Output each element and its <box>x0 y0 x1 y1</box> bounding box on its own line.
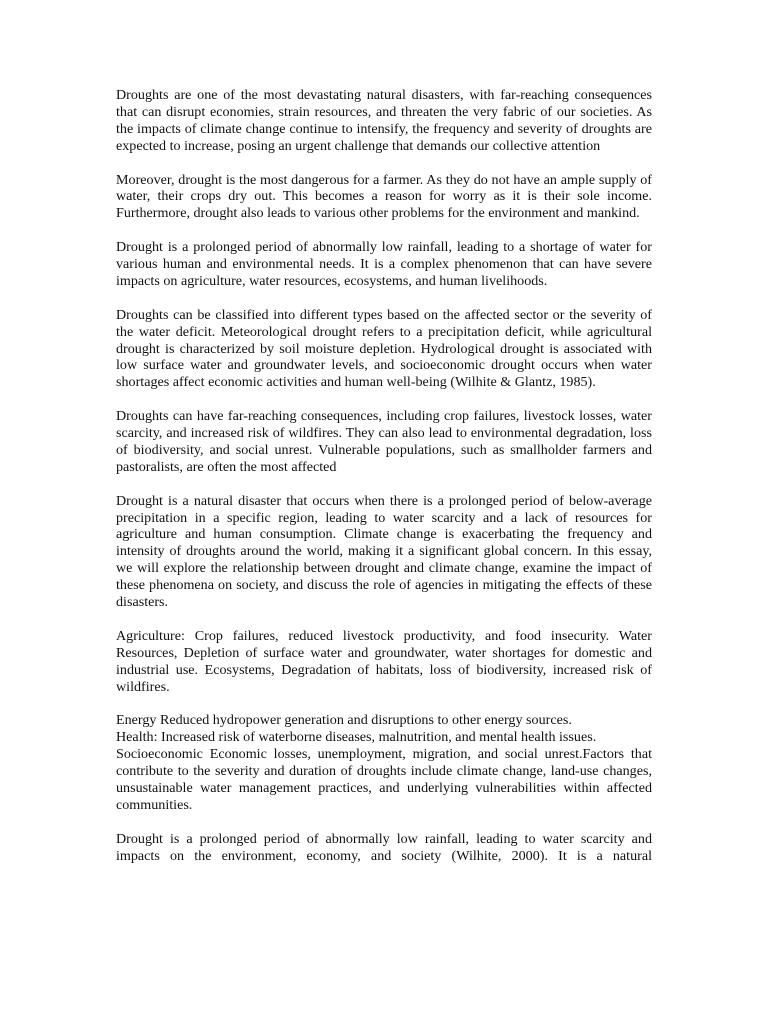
impact-line-energy: Energy Reduced hydropower generation and disruptions to other energy sources. <box>116 712 572 729</box>
paragraph-types: Droughts can be classified into different types based on the affected sector or the severity of the water deficit. Meteorological drought refers to a precipitation deficit, while agricultural drought is characterized by soil moisture depletion. Hydrological drought is associated with low surface water and groundwater levels, and socioeconomic drought occurs when water shortages affect economic activities and human well-being (Wilhite & Glantz, 1985). <box>116 306 652 391</box>
paragraph-definition: Drought is a prolonged period of abnormally low rainfall, leading to a shortage of water for various human and environmental needs. It is a complex phenomenon that can have severe impacts on agriculture, water resources, ecosystems, and human livelihoods. <box>116 239 652 289</box>
impact-line-health: Health: Increased risk of waterborne diseases, malnutrition, and mental health issues. <box>116 729 597 746</box>
impact-line-socioeconomic: Socioeconomic Economic losses, unemployment, migration, and social unrest.Factors that contribute to the severity and duration of droughts include climate change, land-use changes, unsustainable water management practices, and underlying vulnerabilities within affected communities. <box>116 746 652 813</box>
paragraph-farmers: Moreover, drought is the most dangerous for a farmer. As they do not have an ample supply of water, their crops dry out. This becomes a reason for worry as it is their sole income. Furthermore, drought also leads to various other problems for the environment and mankind. <box>116 171 652 222</box>
paragraph-sector-impacts: Agriculture: Crop failures, reduced livestock productivity, and food insecurity. Water Resources, Depletion of surface water and groundwater, water shortages for domestic and industrial use. Ecosystems, Degradation of habitats, loss of biodiversity, increased risk of wildfires. <box>116 627 652 695</box>
paragraph-final: Drought is a prolonged period of abnormally low rainfall, leading to water scarcity and impacts on the environment, economy, and society (Wilhite, 2000). It is a natural <box>116 830 652 864</box>
paragraph-consequences: Droughts can have far-reaching consequences, including crop failures, livestock losses, water scarcity, and increased risk of wildfires. They can also lead to environmental degradation, loss of biodiversity, and social unrest. Vulnerable populations, such as smallholder farmers and pastoralists, are often the most affected <box>116 408 652 475</box>
paragraph-climate-change: Drought is a natural disaster that occurs when there is a prolonged period of below-average precipitation in a specific region, leading to water scarcity and a lack of resources for agriculture and human consumption. Climate change is exacerbating the frequency and intensity of droughts around the world, making it a significant global concern. In this essay, we will explore the relationship between drought and climate change, examine the impact of these phenomena on society, and discuss the role of agencies in mitigating the effects of these disasters. <box>116 492 652 611</box>
impact-block <box>116 712 652 813</box>
paragraph-intro: Droughts are one of the most devastating natural disasters, with far-reaching consequences that can disrupt economies, strain resources, and threaten the very fabric of our societies. As the impacts of climate change continue to intensify, the frequency and severity of droughts are expected to increase, posing an urgent challenge that demands our collective attention <box>116 87 652 154</box>
